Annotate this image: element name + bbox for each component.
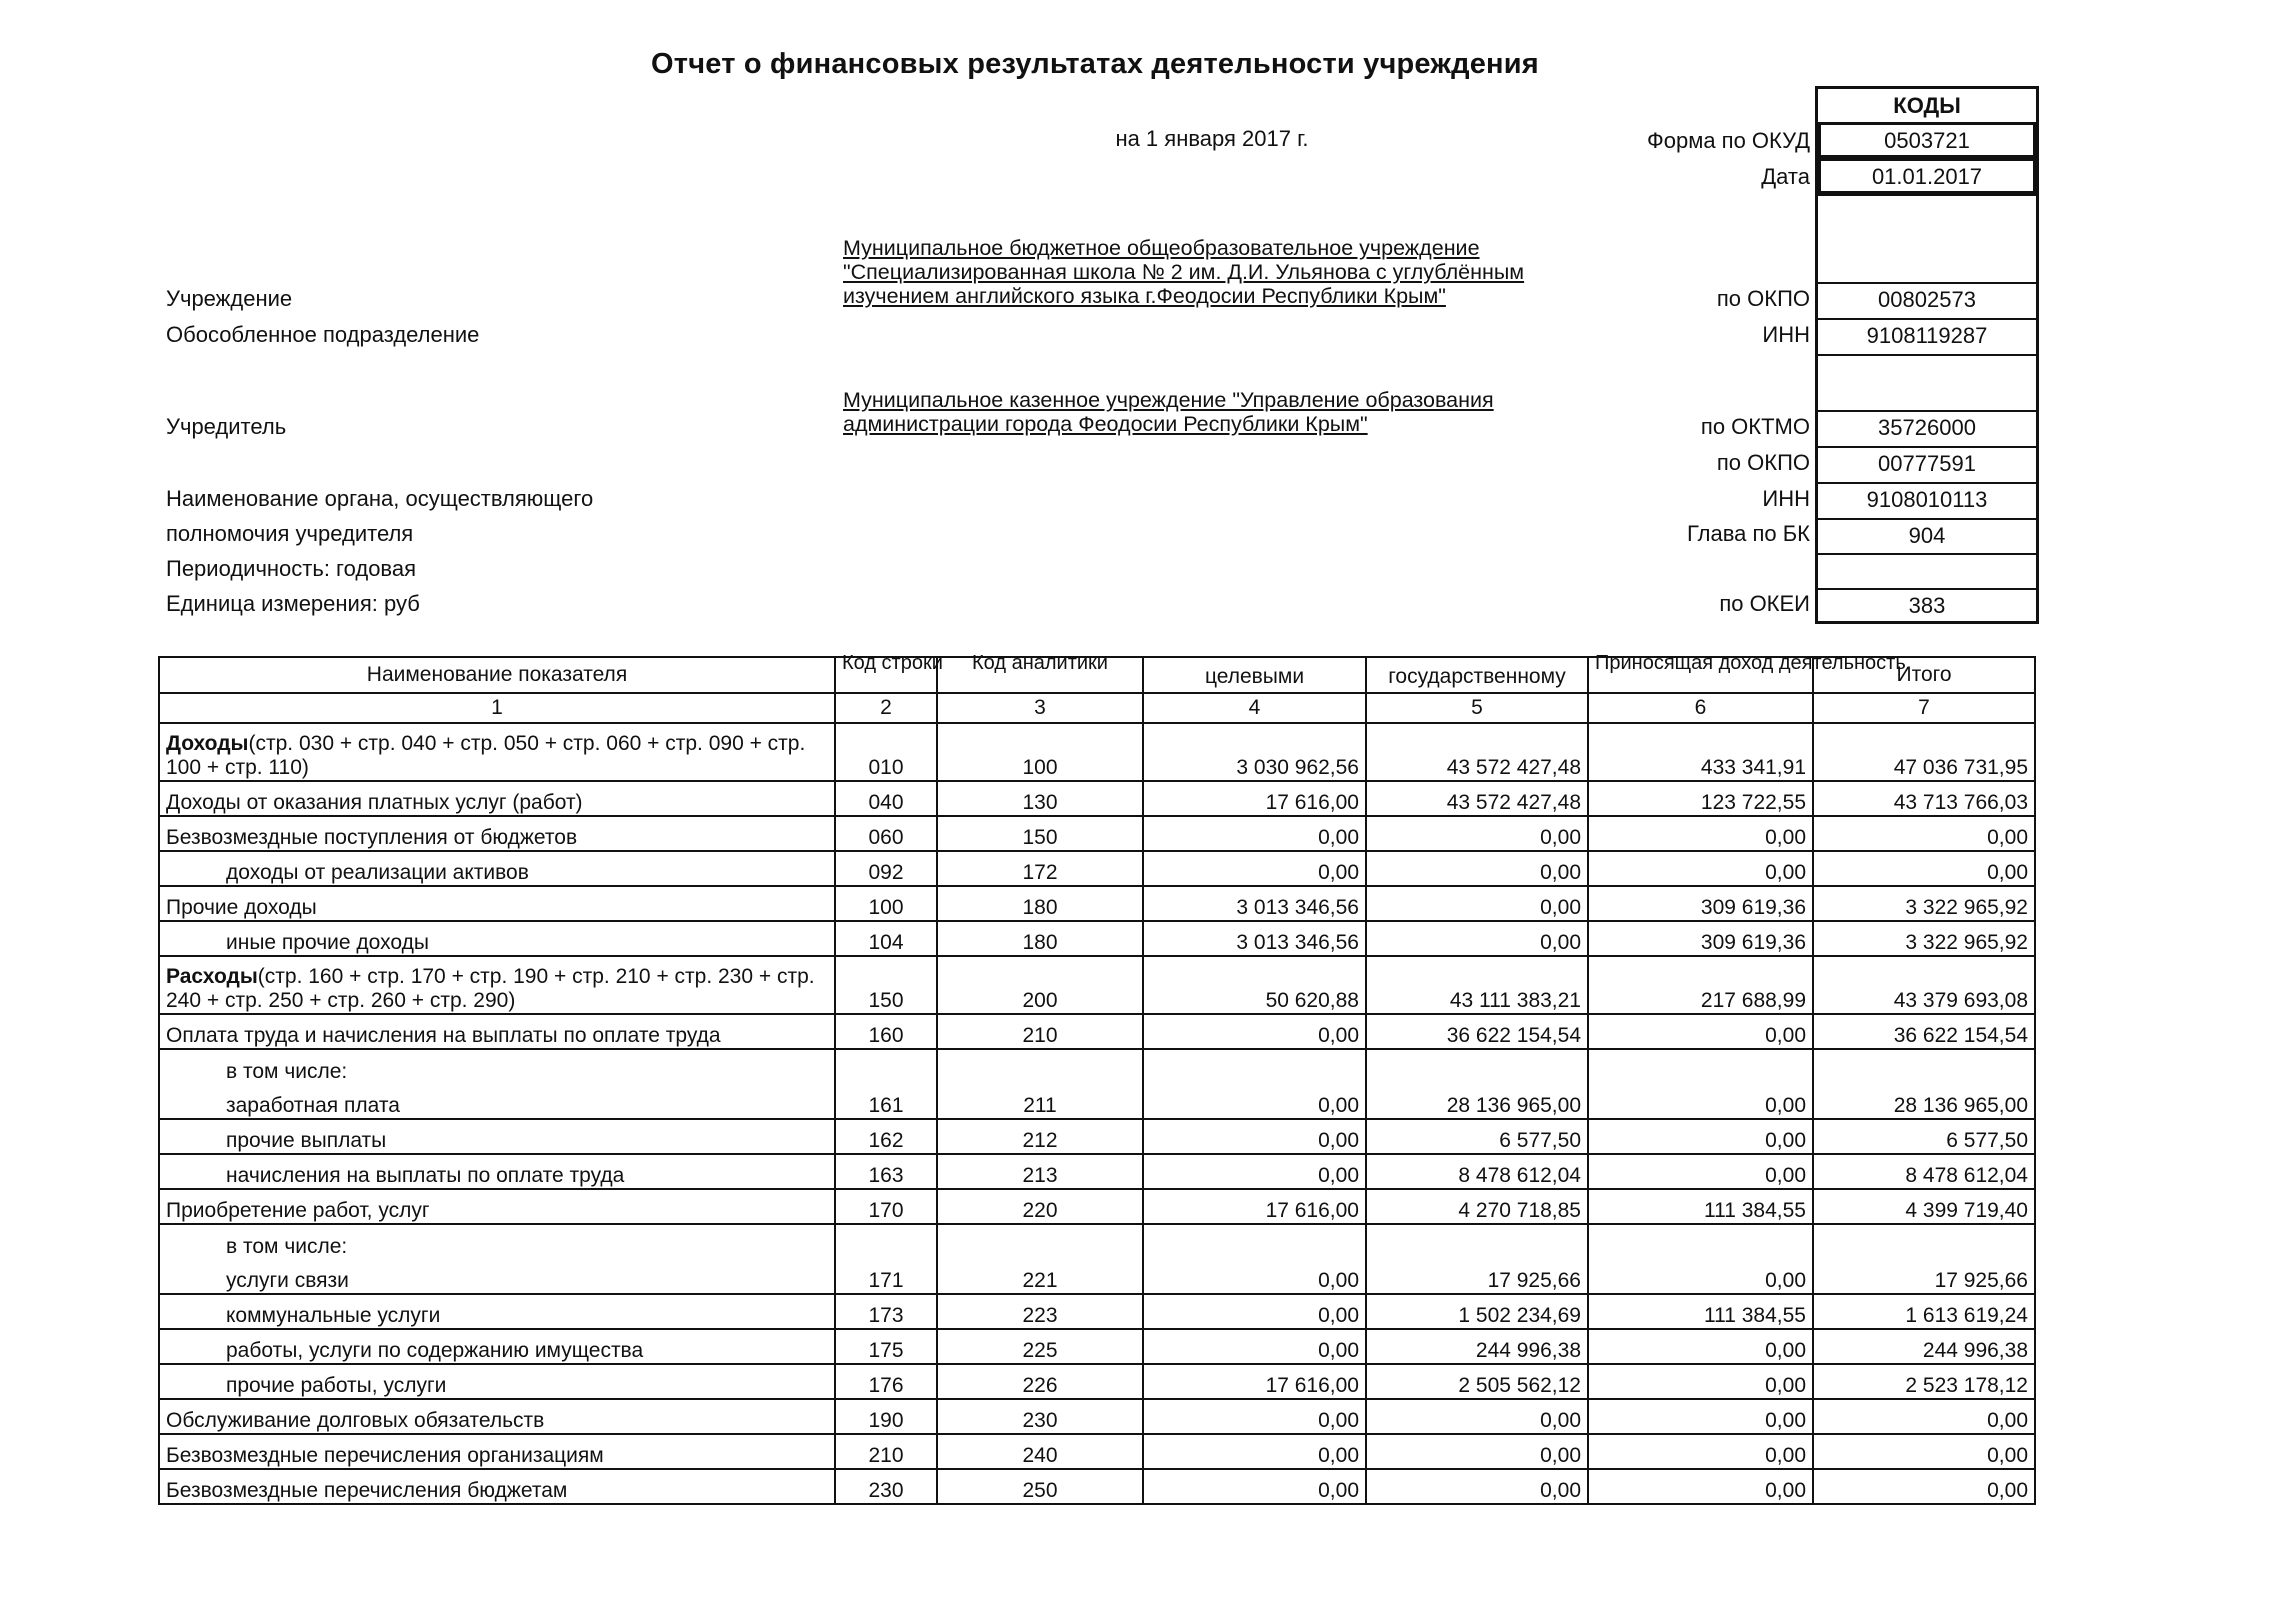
row-col6: 0,00 bbox=[1588, 816, 1813, 851]
row-analytic-code: 180 bbox=[937, 921, 1143, 956]
row-col4: 17 616,00 bbox=[1143, 1189, 1366, 1224]
code-label-okpo: по ОКПО bbox=[1716, 286, 1810, 311]
code-label-inn: ИНН bbox=[1762, 322, 1810, 347]
row-total: 1 613 619,24 bbox=[1813, 1294, 2035, 1329]
row-col5: 4 270 718,85 bbox=[1366, 1189, 1588, 1224]
table-row bbox=[159, 851, 2035, 886]
row-total: 43 713 766,03 bbox=[1813, 781, 2035, 816]
code-blank-1 bbox=[1818, 194, 2036, 282]
row-total: 2 523 178,12 bbox=[1813, 1364, 2035, 1399]
row-col4: 0,00 bbox=[1143, 1399, 1366, 1434]
row-name-text: Прочие доходы bbox=[166, 896, 317, 919]
code-inn: 9108119287 bbox=[1818, 318, 2036, 354]
label-subdivision: Обособленное подразделение bbox=[166, 322, 480, 347]
table-row bbox=[159, 1014, 2035, 1049]
table-row bbox=[159, 1399, 2035, 1434]
row-analytic-code: 100 bbox=[937, 723, 1143, 781]
row-name-text: начисления на выплаты по оплате труда bbox=[226, 1164, 625, 1187]
code-glava-bk: 904 bbox=[1818, 518, 2036, 553]
code-label-date: Дата bbox=[1761, 164, 1810, 189]
row-name-text: доходы от реализации активов bbox=[226, 861, 529, 884]
code-okpo-founder: 00777591 bbox=[1818, 446, 2036, 482]
code-label-okud: Форма по ОКУД bbox=[1647, 128, 1810, 153]
institution-line-1: Муниципальное бюджетное общеобразовательное учреждение bbox=[843, 236, 1480, 260]
row-col4: 0,00 bbox=[1143, 1294, 1366, 1329]
code-okud: 0503721 bbox=[1818, 122, 2036, 158]
row-analytic-code: 211 bbox=[937, 1049, 1143, 1119]
label-institution: Учреждение bbox=[166, 286, 293, 311]
colnum-1: 1 bbox=[159, 693, 835, 723]
row-col4: 0,00 bbox=[1143, 1434, 1366, 1469]
row-total: 17 925,66 bbox=[1813, 1224, 2035, 1294]
institution-line-3: изучением английского языка г.Феодосии Республики Крым" bbox=[843, 284, 1446, 308]
header-col6: Приносящая доход деятельность bbox=[1588, 657, 1813, 693]
row-name bbox=[159, 851, 835, 886]
row-col6: 111 384,55 bbox=[1588, 1189, 1813, 1224]
row-col5: 43 111 383,21 bbox=[1366, 956, 1588, 1014]
row-col4: 0,00 bbox=[1143, 1049, 1366, 1119]
row-col6: 0,00 bbox=[1588, 851, 1813, 886]
row-col4: 50 620,88 bbox=[1143, 956, 1366, 1014]
row-col4: 0,00 bbox=[1143, 1014, 1366, 1049]
row-name bbox=[159, 816, 835, 851]
row-analytic-code: 230 bbox=[937, 1399, 1143, 1434]
row-col4: 0,00 bbox=[1143, 1469, 1366, 1504]
row-total: 0,00 bbox=[1813, 1399, 2035, 1434]
row-col5: 1 502 234,69 bbox=[1366, 1294, 1588, 1329]
row-col5: 0,00 bbox=[1366, 1469, 1588, 1504]
table-row bbox=[159, 1434, 2035, 1469]
row-name-text: работы, услуги по содержанию имущества bbox=[226, 1339, 644, 1362]
row-name-text: Доходы от оказания платных услуг (работ) bbox=[166, 791, 583, 814]
founder-line-2: администрации города Феодосии Республики Крым" bbox=[843, 412, 1368, 436]
row-analytic-code: 130 bbox=[937, 781, 1143, 816]
row-line-code: 162 bbox=[835, 1119, 937, 1154]
row-col5: 6 577,50 bbox=[1366, 1119, 1588, 1154]
label-authority-2: полномочия учредителя bbox=[166, 521, 414, 546]
label-authority-1: Наименование органа, осуществляющего bbox=[166, 486, 594, 511]
row-line-code: 230 bbox=[835, 1469, 937, 1504]
row-name-text: Оплата труда и начисления на выплаты по оплате труда bbox=[166, 1024, 721, 1047]
row-analytic-code: 226 bbox=[937, 1364, 1143, 1399]
row-total: 6 577,50 bbox=[1813, 1119, 2035, 1154]
row-name bbox=[159, 1364, 835, 1399]
row-col5: 43 572 427,48 bbox=[1366, 723, 1588, 781]
row-col6: 0,00 bbox=[1588, 1119, 1813, 1154]
row-line-code: 190 bbox=[835, 1399, 937, 1434]
row-col6: 0,00 bbox=[1588, 1014, 1813, 1049]
row-col5: 36 622 154,54 bbox=[1366, 1014, 1588, 1049]
code-periodicity bbox=[1818, 553, 2036, 588]
colnum-7: 7 bbox=[1813, 693, 2035, 723]
row-col6: 111 384,55 bbox=[1588, 1294, 1813, 1329]
row-name bbox=[159, 1399, 835, 1434]
row-analytic-code: 212 bbox=[937, 1119, 1143, 1154]
row-name bbox=[159, 1329, 835, 1364]
code-inn-founder: 9108010113 bbox=[1818, 482, 2036, 518]
institution-name bbox=[843, 236, 1524, 308]
row-col5: 0,00 bbox=[1366, 1434, 1588, 1469]
code-label-okei: по ОКЕИ bbox=[1719, 591, 1810, 616]
table-row bbox=[159, 1189, 2035, 1224]
row-name bbox=[159, 1224, 835, 1294]
row-line-code: 161 bbox=[835, 1049, 937, 1119]
row-col4: 0,00 bbox=[1143, 1119, 1366, 1154]
row-col4: 3 030 962,56 bbox=[1143, 723, 1366, 781]
row-total: 28 136 965,00 bbox=[1813, 1049, 2035, 1119]
table-row bbox=[159, 1294, 2035, 1329]
row-name-text: Безвозмездные перечисления организациям bbox=[166, 1444, 604, 1467]
row-col5: 2 505 562,12 bbox=[1366, 1364, 1588, 1399]
table-row bbox=[159, 1154, 2035, 1189]
row-line-code: 171 bbox=[835, 1224, 937, 1294]
row-col4: 17 616,00 bbox=[1143, 1364, 1366, 1399]
code-label-glava-bk: Глава по БК bbox=[1686, 521, 1810, 546]
row-name-text: Приобретение работ, услуг bbox=[166, 1199, 430, 1222]
row-col5: 8 478 612,04 bbox=[1366, 1154, 1588, 1189]
row-col5: 0,00 bbox=[1366, 816, 1588, 851]
row-analytic-code: 225 bbox=[937, 1329, 1143, 1364]
row-col6: 0,00 bbox=[1588, 1434, 1813, 1469]
row-analytic-code: 221 bbox=[937, 1224, 1143, 1294]
row-line-code: 040 bbox=[835, 781, 937, 816]
row-name-text: Безвозмездные перечисления бюджетам bbox=[166, 1479, 568, 1502]
row-total: 0,00 bbox=[1813, 851, 2035, 886]
colnum-4: 4 bbox=[1143, 693, 1366, 723]
codes-header: КОДЫ bbox=[1818, 89, 2036, 124]
row-col6: 217 688,99 bbox=[1588, 956, 1813, 1014]
row-line-code: 150 bbox=[835, 956, 937, 1014]
header-total: Итого bbox=[1813, 657, 2035, 693]
row-total: 244 996,38 bbox=[1813, 1329, 2035, 1364]
row-name bbox=[159, 1294, 835, 1329]
row-name bbox=[159, 781, 835, 816]
row-total: 4 399 719,40 bbox=[1813, 1189, 2035, 1224]
institution-line-2: "Специализированная школа № 2 им. Д.И. Ульянова с углублённым bbox=[843, 260, 1525, 284]
row-total: 36 622 154,54 bbox=[1813, 1014, 2035, 1049]
row-total: 0,00 bbox=[1813, 816, 2035, 851]
row-line-code: 104 bbox=[835, 921, 937, 956]
table-row bbox=[159, 723, 2035, 781]
row-name-text: (стр. 160 + стр. 170 + стр. 190 + стр. 210 + стр. 230 + стр. 240 + стр. 250 + стр. 260 + стр. 290) bbox=[166, 965, 815, 1012]
table-row bbox=[159, 1364, 2035, 1399]
row-col4: 3 013 346,56 bbox=[1143, 886, 1366, 921]
row-name bbox=[159, 1434, 835, 1469]
row-line-code: 060 bbox=[835, 816, 937, 851]
row-analytic-code: 150 bbox=[937, 816, 1143, 851]
row-name-text: заработная плата bbox=[226, 1094, 400, 1117]
row-col4: 0,00 bbox=[1143, 816, 1366, 851]
row-col6: 433 341,91 bbox=[1588, 723, 1813, 781]
founder-line-1: Муниципальное казенное учреждение "Управление образования bbox=[843, 388, 1494, 412]
row-line-code: 175 bbox=[835, 1329, 937, 1364]
table-row bbox=[159, 1049, 2035, 1119]
code-okei: 383 bbox=[1818, 588, 2036, 621]
row-col6: 309 619,36 bbox=[1588, 886, 1813, 921]
row-name-text: (стр. 030 + стр. 040 + стр. 050 + стр. 060 + стр. 090 + стр. 100 + стр. 110) bbox=[166, 732, 806, 779]
row-name-text: иные прочие доходы bbox=[226, 931, 429, 954]
code-label-okpo-founder: по ОКПО bbox=[1716, 450, 1810, 475]
founder-name bbox=[843, 388, 1494, 436]
report-title: Отчет о финансовых результатах деятельности учреждения bbox=[651, 48, 1539, 80]
row-name-bold: Доходы bbox=[166, 732, 249, 755]
row-col4: 17 616,00 bbox=[1143, 781, 1366, 816]
codes-box bbox=[1815, 86, 2039, 624]
row-total: 8 478 612,04 bbox=[1813, 1154, 2035, 1189]
row-col6: 309 619,36 bbox=[1588, 921, 1813, 956]
row-analytic-code: 210 bbox=[937, 1014, 1143, 1049]
colnum-6: 6 bbox=[1588, 693, 1813, 723]
row-col6: 0,00 bbox=[1588, 1399, 1813, 1434]
colnum-3: 3 bbox=[937, 693, 1143, 723]
row-col6: 0,00 bbox=[1588, 1154, 1813, 1189]
row-col6: 0,00 bbox=[1588, 1469, 1813, 1504]
code-label-inn-founder: ИНН bbox=[1762, 486, 1810, 511]
row-col4: 0,00 bbox=[1143, 1224, 1366, 1294]
header-name: Наименование показателя bbox=[159, 657, 835, 693]
row-analytic-code: 240 bbox=[937, 1434, 1143, 1469]
header-analytic-code: Код аналитики bbox=[937, 657, 1143, 693]
row-prefix: в том числе: bbox=[226, 1060, 348, 1083]
row-analytic-code: 223 bbox=[937, 1294, 1143, 1329]
row-name-text: прочие выплаты bbox=[226, 1129, 387, 1152]
row-name bbox=[159, 956, 835, 1014]
financial-results-table bbox=[158, 652, 2036, 1505]
report-date: на 1 января 2017 г. bbox=[1115, 126, 1309, 151]
row-col5: 28 136 965,00 bbox=[1366, 1049, 1588, 1119]
row-col5: 244 996,38 bbox=[1366, 1329, 1588, 1364]
label-founder: Учредитель bbox=[166, 414, 287, 439]
row-prefix: в том числе: bbox=[226, 1235, 348, 1258]
row-name bbox=[159, 1469, 835, 1504]
row-total: 3 322 965,92 bbox=[1813, 886, 2035, 921]
row-line-code: 173 bbox=[835, 1294, 937, 1329]
row-name-text: Безвозмездные поступления от бюджетов bbox=[166, 826, 578, 849]
header-line-code: Код строки bbox=[835, 657, 937, 693]
row-analytic-code: 172 bbox=[937, 851, 1143, 886]
row-analytic-code: 250 bbox=[937, 1469, 1143, 1504]
row-col5: 43 572 427,48 bbox=[1366, 781, 1588, 816]
code-blank-2 bbox=[1818, 354, 2036, 410]
row-line-code: 010 bbox=[835, 723, 937, 781]
row-col5: 17 925,66 bbox=[1366, 1224, 1588, 1294]
row-line-code: 210 bbox=[835, 1434, 937, 1469]
row-name bbox=[159, 1189, 835, 1224]
row-col4: 0,00 bbox=[1143, 851, 1366, 886]
row-total: 47 036 731,95 bbox=[1813, 723, 2035, 781]
row-col6: 0,00 bbox=[1588, 1049, 1813, 1119]
label-periodicity: Периодичность: годовая bbox=[166, 556, 417, 581]
row-name bbox=[159, 1119, 835, 1154]
row-name bbox=[159, 921, 835, 956]
row-col4: 0,00 bbox=[1143, 1329, 1366, 1364]
row-name-text: услуги связи bbox=[226, 1269, 349, 1292]
row-col6: 0,00 bbox=[1588, 1224, 1813, 1294]
code-date: 01.01.2017 bbox=[1818, 158, 2036, 194]
table-row bbox=[159, 781, 2035, 816]
row-line-code: 176 bbox=[835, 1364, 937, 1399]
table-row bbox=[159, 956, 2035, 1014]
table-row bbox=[159, 816, 2035, 851]
table-header-row bbox=[159, 657, 2035, 693]
row-line-code: 092 bbox=[835, 851, 937, 886]
row-col4: 0,00 bbox=[1143, 1154, 1366, 1189]
row-line-code: 160 bbox=[835, 1014, 937, 1049]
code-okpo: 00802573 bbox=[1818, 282, 2036, 318]
row-name-bold: Расходы bbox=[166, 965, 258, 988]
row-name bbox=[159, 886, 835, 921]
header-col4: целевыми bbox=[1143, 657, 1366, 693]
table-row bbox=[159, 1224, 2035, 1294]
table-row bbox=[159, 921, 2035, 956]
colnum-5: 5 bbox=[1366, 693, 1588, 723]
row-name bbox=[159, 723, 835, 781]
table-row bbox=[159, 1119, 2035, 1154]
code-label-oktmo: по ОКТМО bbox=[1700, 414, 1810, 439]
code-oktmo: 35726000 bbox=[1818, 410, 2036, 446]
row-col6: 0,00 bbox=[1588, 1364, 1813, 1399]
row-line-code: 163 bbox=[835, 1154, 937, 1189]
row-line-code: 170 bbox=[835, 1189, 937, 1224]
table-row bbox=[159, 1329, 2035, 1364]
table-row bbox=[159, 1469, 2035, 1504]
row-analytic-code: 220 bbox=[937, 1189, 1143, 1224]
row-total: 3 322 965,92 bbox=[1813, 921, 2035, 956]
column-numbers-row bbox=[159, 693, 2035, 723]
row-total: 0,00 bbox=[1813, 1434, 2035, 1469]
header-col5: государственному bbox=[1366, 657, 1588, 693]
row-analytic-code: 180 bbox=[937, 886, 1143, 921]
row-col6: 0,00 bbox=[1588, 1329, 1813, 1364]
row-name-text: коммунальные услуги bbox=[226, 1304, 441, 1327]
row-analytic-code: 200 bbox=[937, 956, 1143, 1014]
colnum-2: 2 bbox=[835, 693, 937, 723]
row-col5: 0,00 bbox=[1366, 851, 1588, 886]
row-name-text: Обслуживание долговых обязательств bbox=[166, 1409, 545, 1432]
row-col5: 0,00 bbox=[1366, 886, 1588, 921]
row-name-text: прочие работы, услуги bbox=[226, 1374, 447, 1397]
row-name bbox=[159, 1049, 835, 1119]
row-total: 43 379 693,08 bbox=[1813, 956, 2035, 1014]
label-unit: Единица измерения: руб bbox=[166, 591, 420, 616]
row-col5: 0,00 bbox=[1366, 921, 1588, 956]
row-line-code: 100 bbox=[835, 886, 937, 921]
table-row bbox=[159, 886, 2035, 921]
row-name bbox=[159, 1014, 835, 1049]
row-analytic-code: 213 bbox=[937, 1154, 1143, 1189]
row-col6: 123 722,55 bbox=[1588, 781, 1813, 816]
row-col4: 3 013 346,56 bbox=[1143, 921, 1366, 956]
row-total: 0,00 bbox=[1813, 1469, 2035, 1504]
row-col5: 0,00 bbox=[1366, 1399, 1588, 1434]
row-name bbox=[159, 1154, 835, 1189]
